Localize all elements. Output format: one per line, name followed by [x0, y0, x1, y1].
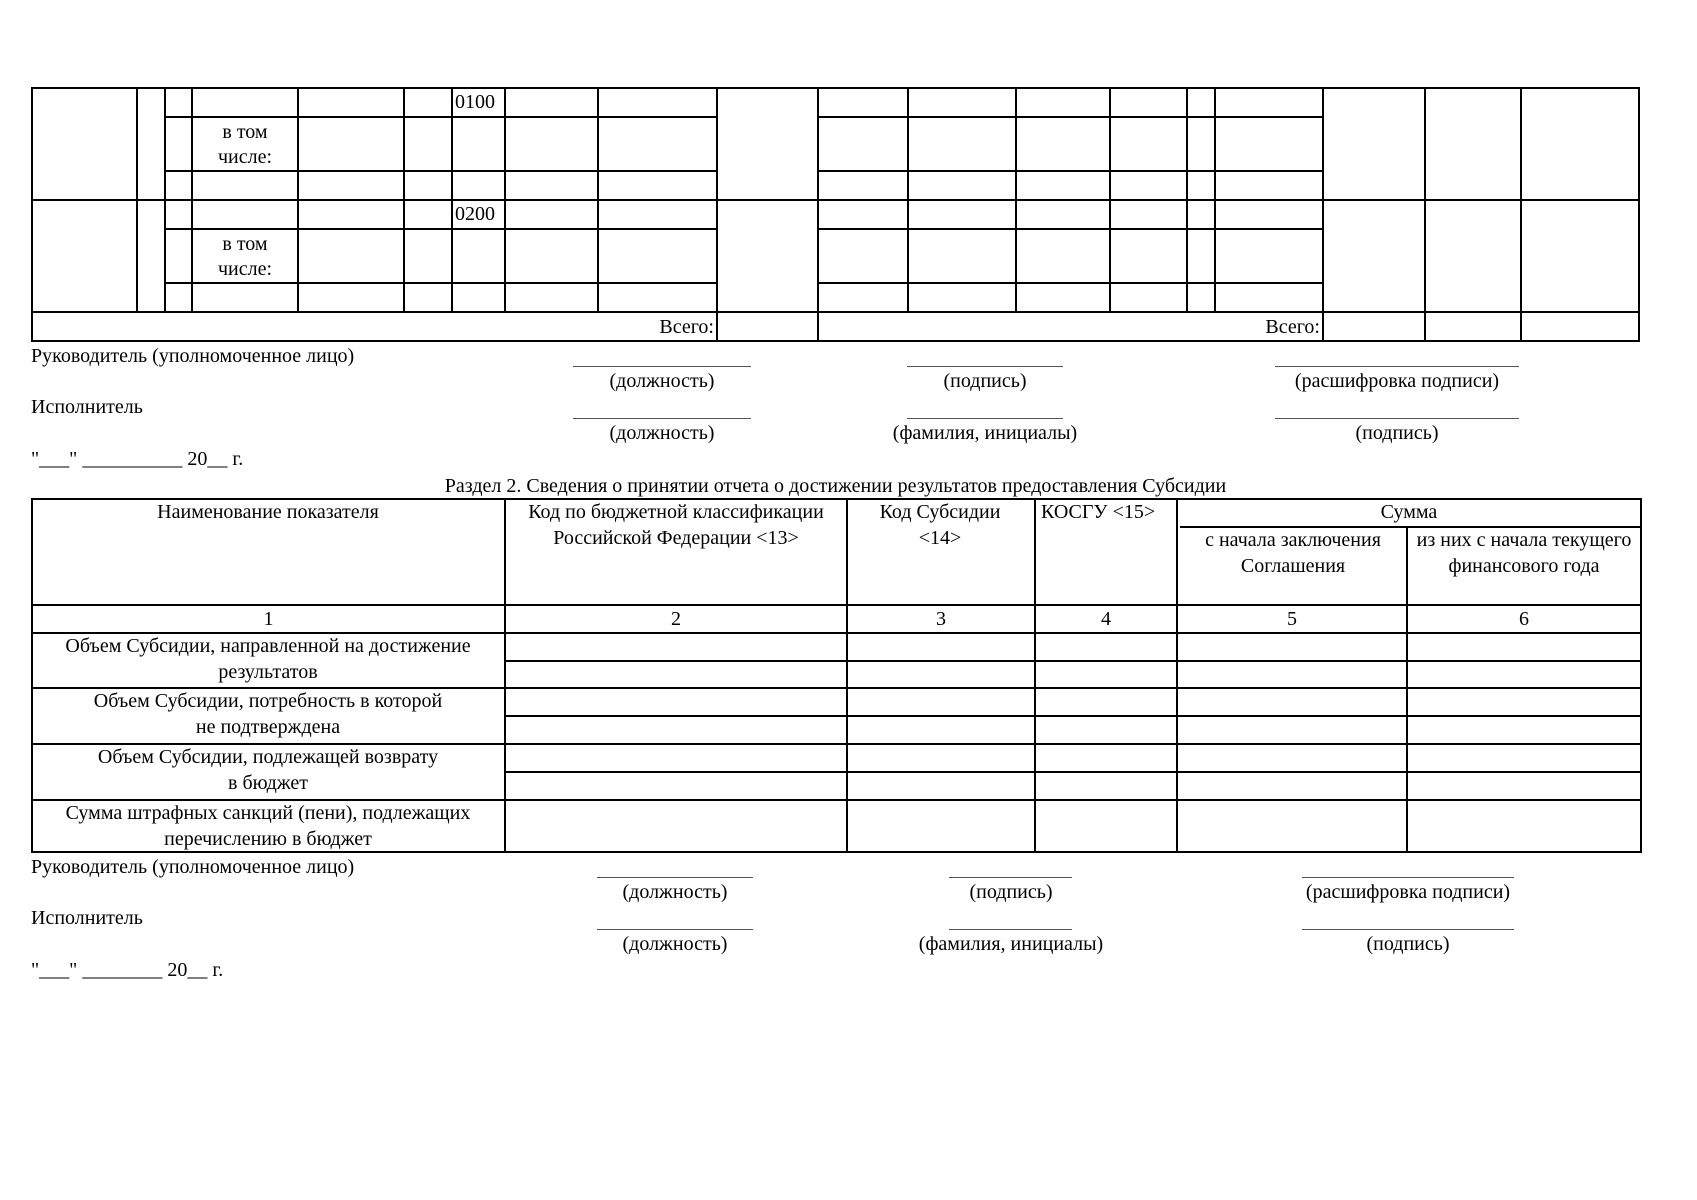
row-label: Сумма штрафных санкций (пени), подлежащих перечислению в бюджет [65, 802, 471, 850]
executor-position-line [597, 929, 753, 930]
head-signature-caption: (подпись) [969, 881, 1053, 903]
head-position-line [573, 366, 751, 367]
head-position-caption: (должность) [622, 881, 728, 903]
header-since-agreement: с начала заключения Соглашения [1205, 529, 1381, 577]
header-sum: Сумма [1380, 501, 1438, 523]
executor-name-line [949, 929, 1072, 930]
col-number: 3 [936, 608, 946, 630]
row-label: Объем Субсидии, подлежащей возврату в бюджет [97, 746, 439, 794]
col-number: 1 [263, 608, 274, 630]
col-number: 5 [1287, 608, 1297, 630]
header-kosgu: КОСГУ <15> [1041, 501, 1156, 523]
total-label-left: Всего: [659, 316, 714, 338]
section2-title: Раздел 2. Сведения о принятии отчета о достижении результатов предоставления Субсидии [444, 475, 1227, 497]
executor-position-caption: (должность) [622, 933, 728, 955]
executor-signature-caption: (подпись) [1366, 933, 1450, 955]
executor-position-caption: (должность) [609, 422, 715, 444]
total-label-right: Всего: [1265, 316, 1320, 338]
head-signature-caption: (подпись) [943, 370, 1027, 392]
executor-signature-line [1275, 418, 1519, 419]
header-since-year: из них с начала текущего финансового года [1416, 529, 1632, 577]
row-label: Объем Субсидии, потребность в которой не подтверждена [93, 690, 443, 738]
executor-signature-caption: (подпись) [1355, 422, 1439, 444]
executor-label: Исполнитель [31, 907, 143, 929]
head-label: Руководитель (уполномоченное лицо) [31, 345, 355, 367]
in-that-number-line1: в том [222, 233, 268, 255]
date-line: "___" __________ 20__ г. [31, 448, 244, 470]
date-line: "___" ________ 20__ г. [31, 959, 224, 981]
head-signature-line [949, 877, 1072, 878]
row-label: Объем Субсидии, направленной на достижение результатов [65, 635, 471, 683]
head-decoding-caption: (расшифровка подписи) [1305, 881, 1511, 903]
header-bcc: Код по бюджетной классификации Российской Федерации <13> [528, 501, 824, 549]
executor-name-caption: (фамилия, инициалы) [892, 422, 1078, 444]
in-that-number-line2: числе: [217, 146, 273, 168]
head-position-line [597, 877, 753, 878]
executor-signature-line [1302, 929, 1514, 930]
head-signature-line [907, 366, 1063, 367]
executor-label: Исполнитель [31, 396, 143, 418]
code-0200: 0200 [455, 203, 495, 225]
in-that-number-line1: в том [222, 121, 268, 143]
col-number: 4 [1101, 608, 1111, 630]
head-decoding-caption: (расшифровка подписи) [1294, 370, 1500, 392]
head-decoding-line [1275, 366, 1519, 367]
head-decoding-line [1302, 877, 1514, 878]
header-name: Наименование показателя [157, 501, 379, 523]
col-number: 2 [671, 608, 681, 630]
header-subsidy-code: Код Субсидии <14> [879, 501, 1001, 549]
head-label: Руководитель (уполномоченное лицо) [31, 856, 355, 878]
executor-name-caption: (фамилия, инициалы) [918, 933, 1104, 955]
executor-position-line [573, 418, 751, 419]
col-number: 6 [1519, 608, 1529, 630]
in-that-number-line2: числе: [217, 258, 273, 280]
head-position-caption: (должность) [609, 370, 715, 392]
executor-name-line [907, 418, 1063, 419]
code-0100: 0100 [455, 91, 495, 113]
